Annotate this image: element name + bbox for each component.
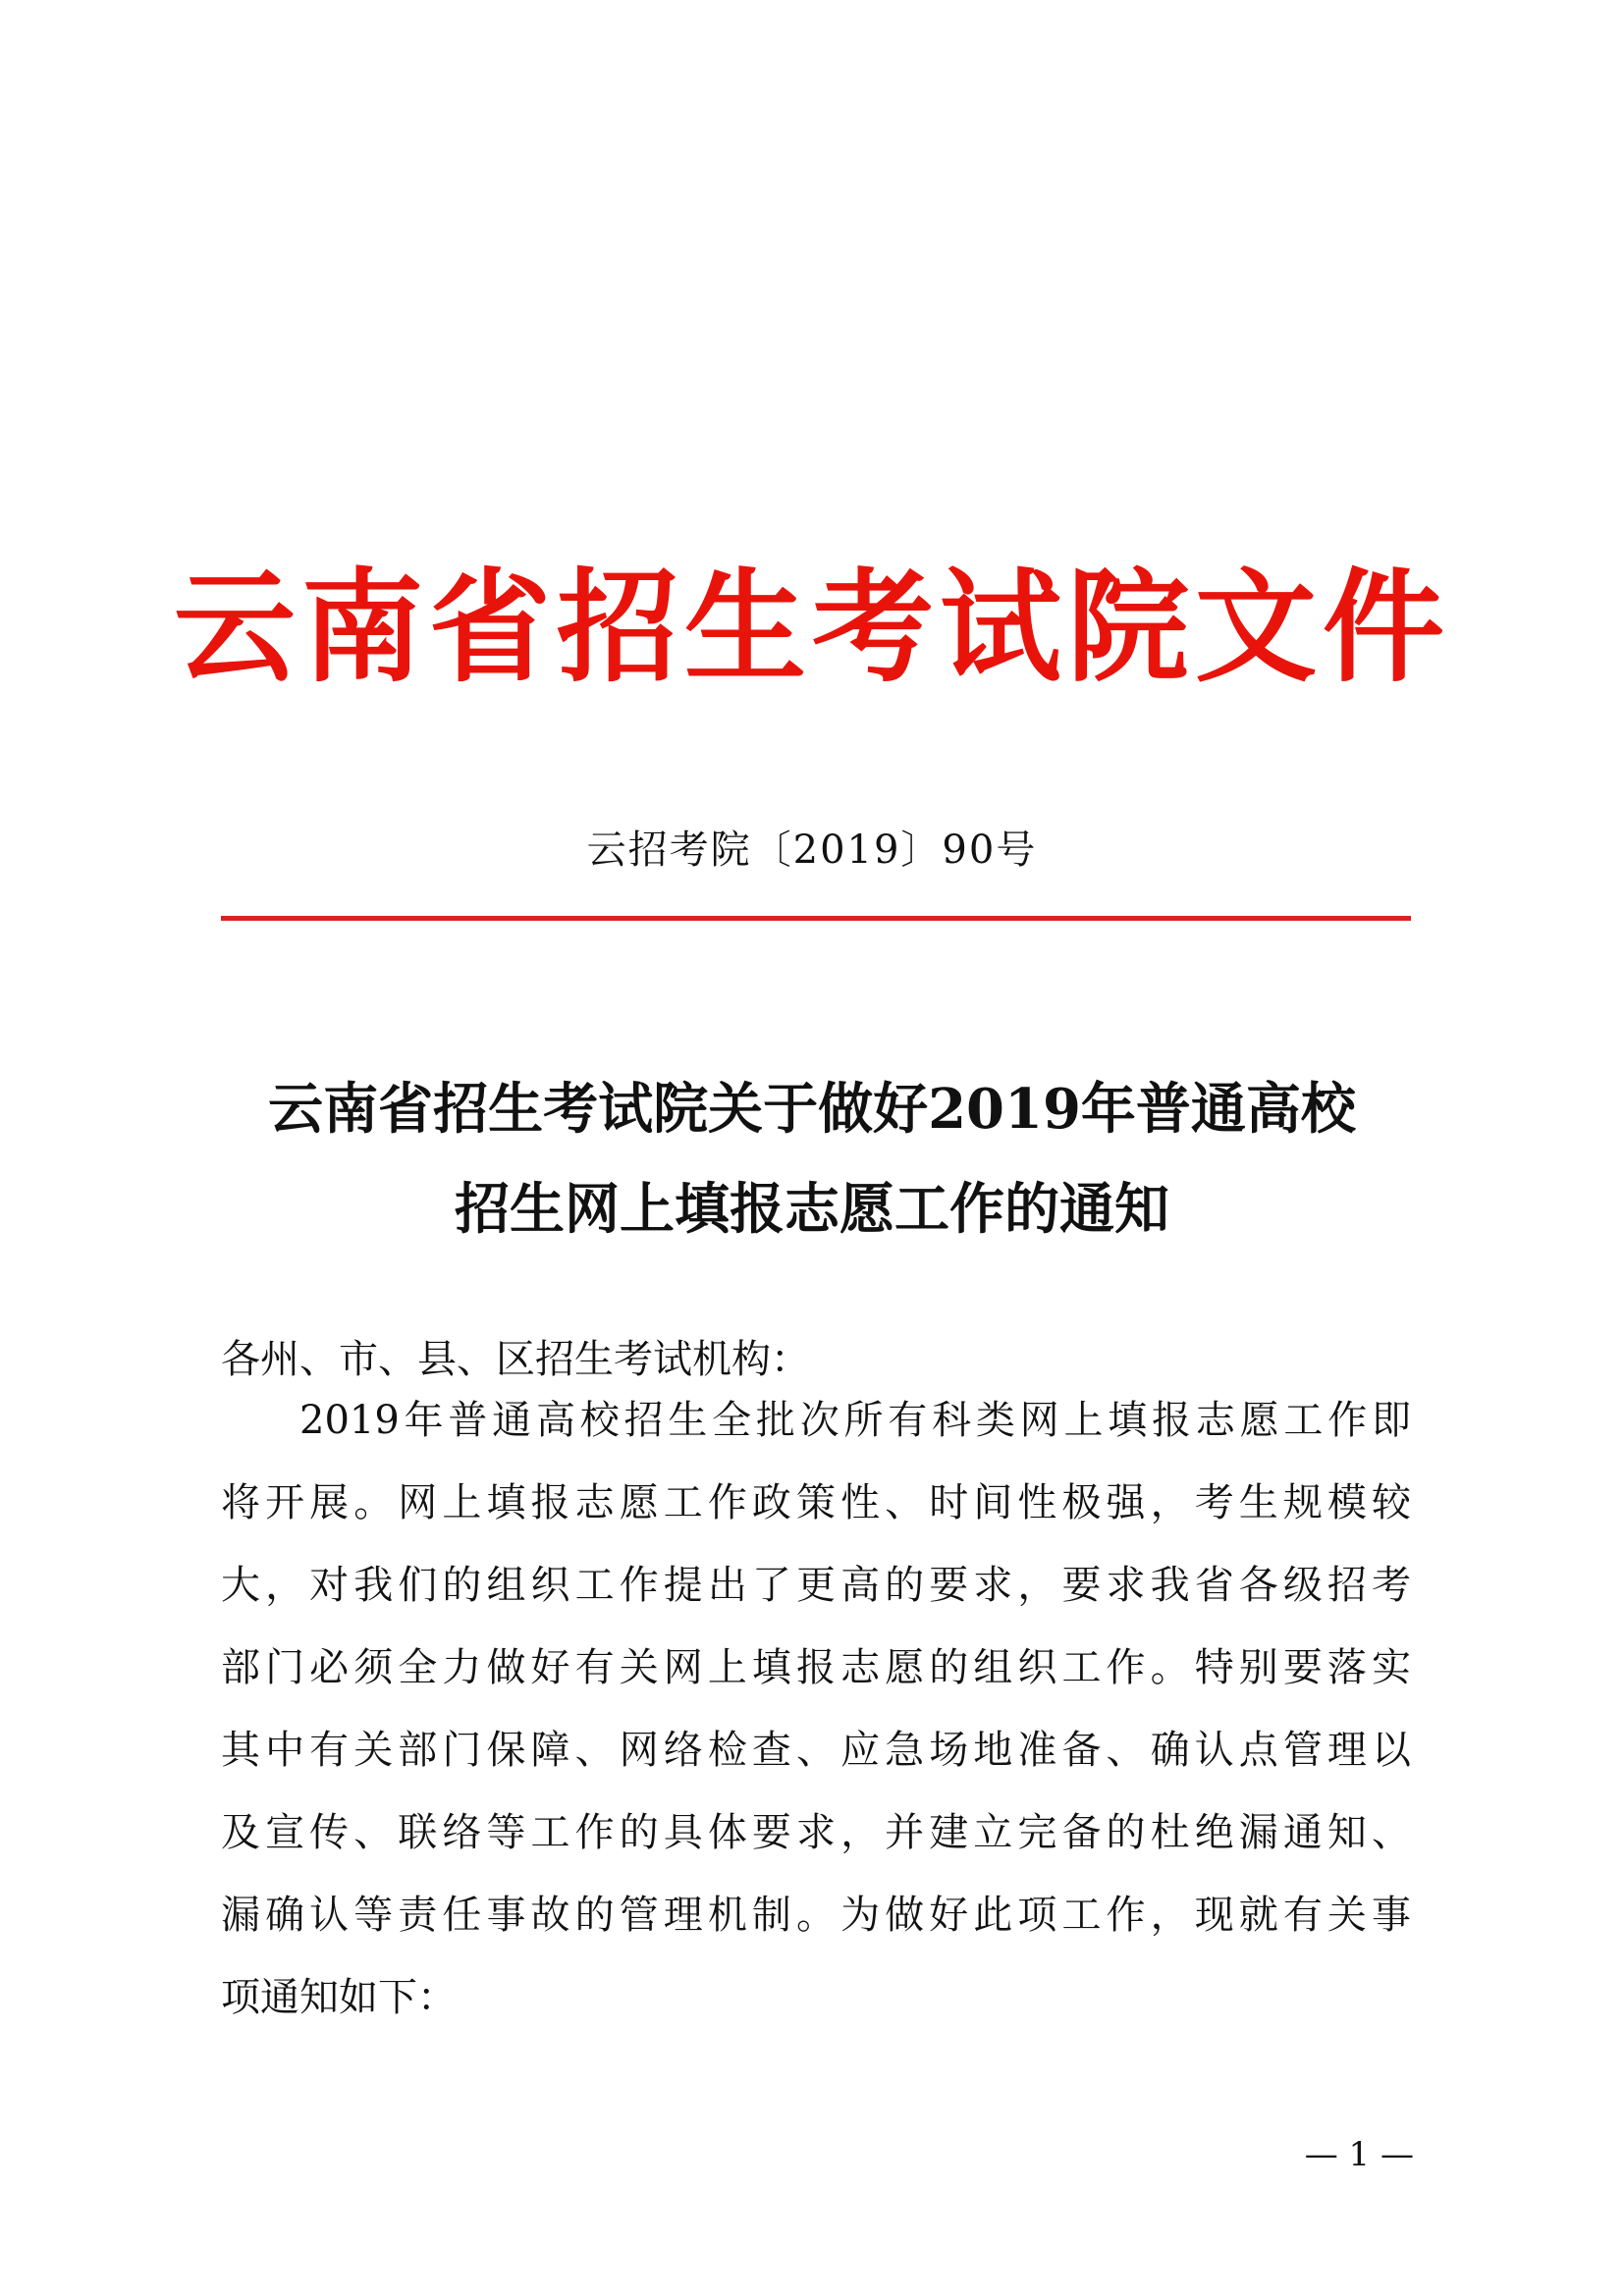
issuing-authority-header: 云南省招生考试院文件 bbox=[173, 557, 1450, 699]
document-number: 云招考院〔2019〕90号 bbox=[586, 828, 1038, 873]
paragraph-line-6: 及宣传、联络等工作的具体要求，并建立完备的杜绝漏通知、 bbox=[221, 1810, 1411, 1855]
paragraph-line-5: 其中有关部门保障、网络检查、应急场地准备、确认点管理以 bbox=[221, 1728, 1411, 1773]
page-number: — 1 — bbox=[1304, 2135, 1414, 2174]
paragraph-line-8: 项通知如下： bbox=[221, 1975, 457, 2020]
paragraph-line-3: 大，对我们的组织工作提出了更高的要求，要求我省各级招考 bbox=[221, 1563, 1411, 1608]
salutation: 各州、市、县、区招生考试机构： bbox=[221, 1337, 810, 1382]
red-divider-line bbox=[221, 916, 1411, 921]
paragraph-line-7: 漏确认等责任事故的管理机制。为做好此项工作，现就有关事 bbox=[221, 1893, 1411, 1938]
document-title-line-2: 招生网上填报志愿工作的通知 bbox=[455, 1177, 1169, 1242]
paragraph-line-1: 2019年普通高校招生全批次所有科类网上填报志愿工作即 bbox=[299, 1398, 1411, 1443]
paragraph-line-4: 部门必须全力做好有关网上填报志愿的组织工作。特别要落实 bbox=[221, 1645, 1411, 1690]
paragraph-line-2: 将开展。网上填报志愿工作政策性、时间性极强，考生规模较 bbox=[221, 1480, 1411, 1525]
document-title-line-1: 云南省招生考试院关于做好2019年普通高校 bbox=[268, 1077, 1356, 1142]
